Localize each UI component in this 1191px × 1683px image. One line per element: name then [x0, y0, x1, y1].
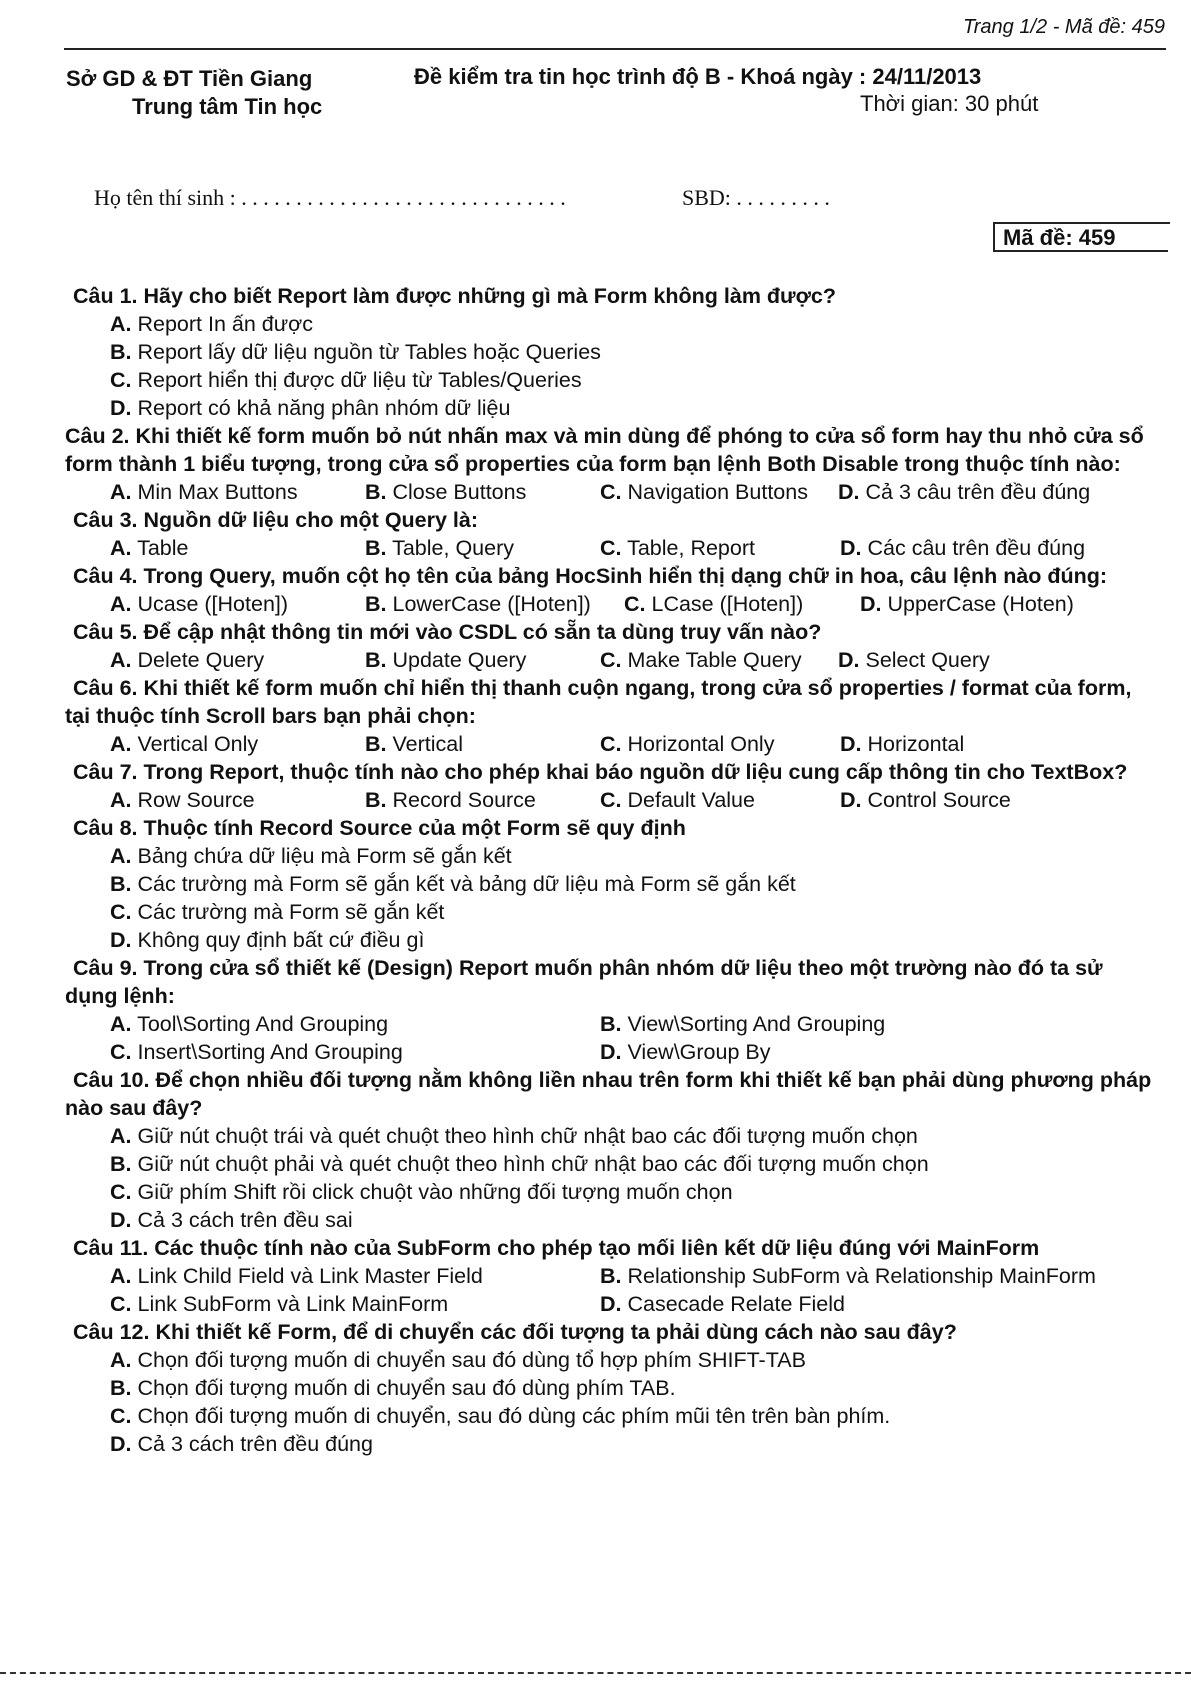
candidate-sbd-field: SBD: . . . . . . . . .	[682, 185, 830, 210]
option: C. Link SubForm và Link MainForm	[110, 1292, 449, 1316]
question-text: Nguồn dữ liệu cho một Query là:	[143, 508, 479, 532]
option: D. Không quy định bất cứ điều gì	[110, 928, 425, 952]
question-label: Câu 5.	[73, 620, 138, 644]
option: B. Table, Query	[365, 536, 514, 560]
option: D. Control Source	[840, 788, 1011, 812]
option: C. Insert\Sorting And Grouping	[110, 1040, 403, 1064]
option: A. Min Max Buttons	[110, 480, 298, 504]
header-rule	[64, 48, 1166, 50]
option: C. LCase ([Hoten])	[624, 592, 804, 616]
question-label: Câu 4.	[73, 564, 138, 588]
option: D. Cả 3 câu trên đều đúng	[838, 480, 1091, 504]
option: B. Các trường mà Form sẽ gắn kết và bảng dữ liệu mà Form sẽ gắn kết	[110, 872, 796, 896]
question-label: Câu 9.	[73, 956, 138, 980]
question	[0, 562, 1191, 618]
question-text: Hãy cho biết Report làm được những gì mà Form không làm được?	[143, 284, 836, 308]
question-text: Thuộc tính Record Source của một Form sẽ quy định	[143, 816, 686, 840]
question-text: Trong cửa sổ thiết kế (Design) Report muốn phân nhóm dữ liệu theo một trường nào đó ta sử dụng lệnh:	[65, 956, 1103, 1008]
option: C. Default Value	[600, 788, 755, 812]
option: A. Report In ấn được	[110, 312, 313, 336]
candidate-name-field: Họ tên thí sinh : . . . . . . . . . . . . . . . . . . . . . . . . . . . . . .	[94, 185, 566, 210]
question	[0, 674, 1191, 758]
question-text: Trong Query, muốn cột họ tên của bảng HocSinh hiển thị dạng chữ in hoa, câu lệnh nào đúng:	[143, 564, 1108, 588]
exam-code-box: Mã đề: 459	[993, 224, 1168, 252]
option: D. Các câu trên đều đúng	[840, 536, 1086, 560]
question-label: Câu 10.	[73, 1068, 150, 1092]
exam-time: Thời gian: 30 phút	[860, 91, 1039, 116]
question-list	[0, 282, 1191, 1458]
option: A. Row Source	[110, 788, 255, 812]
question-text: Các thuộc tính nào của SubForm cho phép tạo mối liên kết dữ liệu đúng với MainForm	[154, 1236, 1040, 1260]
option: C. Navigation Buttons	[600, 480, 808, 504]
option: B. View\Sorting And Grouping	[600, 1012, 886, 1036]
option: A. Vertical Only	[110, 732, 259, 756]
org-line1: Sở GD & ĐT Tiền Giang	[66, 66, 313, 91]
question-text: Khi thiết kế form muốn bỏ nút nhấn max và min dùng để phóng to cửa sổ form hay thu nhỏ cửa sổ form thành 1 biểu tượng, trong cửa sổ properties của form bạn lệnh Both Disable trong thuộc tính nào:	[65, 424, 1144, 476]
question-label: Câu 12.	[73, 1320, 150, 1344]
question	[0, 814, 1191, 954]
question	[0, 758, 1191, 814]
question	[0, 954, 1191, 1066]
question	[0, 1318, 1191, 1458]
option: A. Table	[110, 536, 189, 560]
footer-rule	[0, 1672, 1191, 1674]
option: C. Giữ phím Shift rồi click chuột vào những đối tượng muốn chọn	[110, 1180, 733, 1204]
option: D. Cả 3 cách trên đều sai	[110, 1208, 353, 1232]
question-label: Câu 1.	[73, 284, 138, 308]
page-id: Trang 1/2 - Mã đề: 459	[963, 16, 1165, 38]
option: A. Tool\Sorting And Grouping	[110, 1012, 389, 1036]
exam-title: Đề kiểm tra tin học trình độ B - Khoá ngày : 24/11/2013	[414, 64, 982, 89]
question-label: Câu 3.	[73, 508, 138, 532]
question-label: Câu 8.	[73, 816, 138, 840]
option: D. UpperCase (Hoten)	[860, 592, 1074, 616]
option: B. Report lấy dữ liệu nguồn từ Tables hoặc Queries	[110, 340, 601, 364]
option: D. View\Group By	[600, 1040, 771, 1064]
option: C. Table, Report	[600, 536, 755, 560]
question-label: Câu 2.	[65, 424, 130, 448]
question-text: Trong Report, thuộc tính nào cho phép khai báo nguồn dữ liệu cung cấp thông tin cho TextBox?	[143, 760, 1128, 784]
question-text: Khi thiết kế form muốn chỉ hiển thị thanh cuộn ngang, trong cửa sổ properties / format của form, tại thuộc tính Scroll bars bạn phải chọn:	[65, 676, 1132, 728]
question-text: Khi thiết kế Form, để di chuyển các đối tượng ta phải dùng cách nào sau đây?	[155, 1320, 957, 1344]
option: B. Giữ nút chuột phải và quét chuột theo hình chữ nhật bao các đối tượng muốn chọn	[110, 1152, 929, 1176]
question-label: Câu 11.	[73, 1236, 149, 1260]
question	[0, 422, 1191, 506]
option: A. Chọn đối tượng muốn di chuyển sau đó dùng tổ hợp phím SHIFT-TAB	[110, 1348, 806, 1372]
option: D. Select Query	[838, 648, 990, 672]
question-label: Câu 7.	[73, 760, 138, 784]
option: C. Chọn đối tượng muốn di chuyển, sau đó dùng các phím mũi tên trên bàn phím.	[110, 1404, 891, 1428]
option: C. Các trường mà Form sẽ gắn kết	[110, 900, 445, 924]
option: B. Record Source	[365, 788, 536, 812]
option: C. Horizontal Only	[600, 732, 775, 756]
option: A. Ucase ([Hoten])	[110, 592, 289, 616]
question	[0, 506, 1191, 562]
option: D. Horizontal	[840, 732, 965, 756]
option: B. Vertical	[365, 732, 463, 756]
option: B. LowerCase ([Hoten])	[365, 592, 591, 616]
option: D. Casecade Relate Field	[600, 1292, 845, 1316]
option: D. Cả 3 cách trên đều đúng	[110, 1432, 373, 1456]
question-text: Để cập nhật thông tin mới vào CSDL có sẵn ta dùng truy vấn nào?	[143, 620, 822, 644]
option: B. Relationship SubForm và Relationship MainForm	[600, 1264, 1096, 1288]
option: A. Link Child Field và Link Master Field	[110, 1264, 483, 1288]
option: C. Make Table Query	[600, 648, 802, 672]
question	[0, 1234, 1191, 1318]
option: C. Report hiển thị được dữ liệu từ Tables/Queries	[110, 368, 582, 392]
question	[0, 618, 1191, 674]
option: A. Giữ nút chuột trái và quét chuột theo hình chữ nhật bao các đối tượng muốn chọn	[110, 1124, 918, 1148]
option: B. Update Query	[365, 648, 527, 672]
option: A. Bảng chứa dữ liệu mà Form sẽ gắn kết	[110, 844, 512, 868]
question-label: Câu 6.	[73, 676, 138, 700]
question	[0, 282, 1191, 422]
org-line2: Trung tâm Tin học	[132, 94, 323, 119]
question	[0, 1066, 1191, 1234]
question-text: Để chọn nhiều đối tượng nằm không liền nhau trên form khi thiết kế bạn phải dùng phương pháp nào sau đây?	[65, 1068, 1152, 1120]
option: A. Delete Query	[110, 648, 265, 672]
option: B. Chọn đối tượng muốn di chuyển sau đó dùng phím TAB.	[110, 1376, 676, 1400]
option: B. Close Buttons	[365, 480, 527, 504]
option: D. Report có khả năng phân nhóm dữ liệu	[110, 396, 511, 420]
